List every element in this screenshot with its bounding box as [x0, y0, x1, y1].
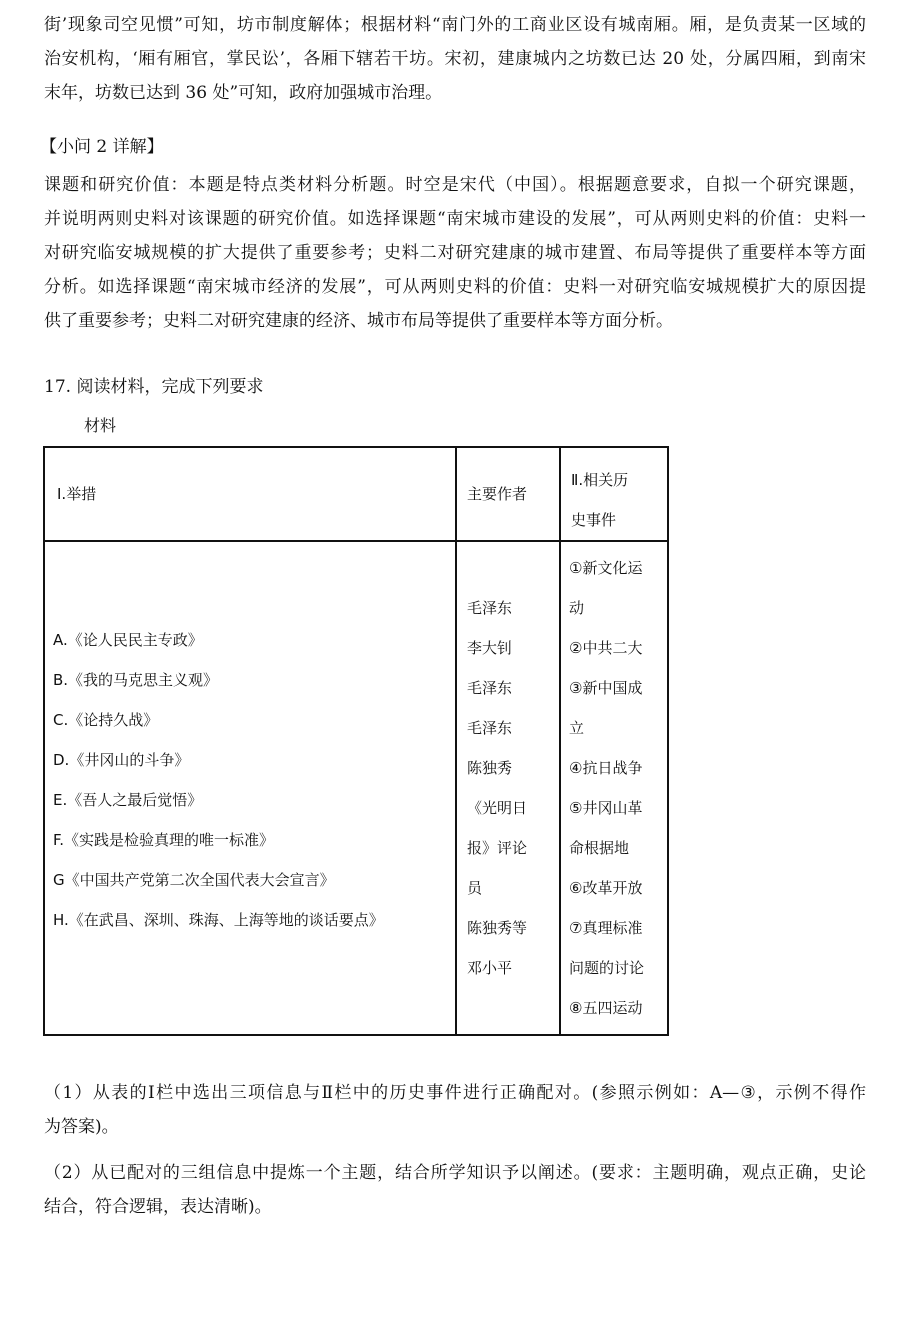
measure-item: B.《我的马克思主义观》	[53, 671, 219, 689]
event-line: ⑧五四运动	[569, 999, 643, 1017]
header-events-cell	[560, 447, 668, 541]
header-events	[561, 448, 667, 540]
question-1-line-2: 为答案)。	[44, 1117, 119, 1137]
header-measures-cell	[44, 447, 456, 541]
table-header-row	[44, 447, 668, 541]
intro-line-2: 治安机构，‘厢有厢官，掌民讼’，各厢下辖若干坊。宋初，建康城内之坊数已达 20 处，分属四厢，到南宋	[44, 49, 866, 69]
events-list	[561, 542, 667, 1034]
author-line: 邓小平	[467, 959, 513, 977]
question-2	[44, 1156, 866, 1224]
event-line: 立	[569, 719, 585, 737]
material-table	[43, 446, 669, 1036]
event-line: 命根据地	[569, 839, 630, 857]
question-2-line-1: （2）从已配对的三组信息中提炼一个主题，结合所学知识予以阐述。(要求：主题明确，观点正确，史论	[44, 1163, 866, 1183]
event-line: ②中共二大	[569, 639, 643, 657]
event-line: ①新文化运	[569, 559, 643, 577]
author-line: 毛泽东	[467, 599, 513, 617]
question-title: 17. 阅读材料，完成下列要求	[44, 377, 264, 397]
question-1-line-1: （1）从表的Ⅰ栏中选出三项信息与Ⅱ栏中的历史事件进行正确配对。(参照示例如：A—③，示例不得作	[44, 1083, 866, 1103]
author-line: 陈独秀等	[467, 919, 528, 937]
event-line: ⑤井冈山革	[569, 799, 643, 817]
event-line: ⑥改革开放	[569, 879, 643, 897]
material-caption: 材料	[84, 416, 117, 435]
measures-list	[45, 542, 455, 946]
measure-item: E.《吾人之最后觉悟》	[53, 791, 203, 809]
event-line: 问题的讨论	[569, 959, 645, 977]
analysis-line-1: 课题和研究价值：本题是特点类材料分析题。时空是宋代（中国）。根据题意要求，自拟一个研究课题，	[44, 175, 866, 195]
measure-item: F.《实践是检验真理的唯一标准》	[53, 831, 274, 849]
analysis-line-3: 对研究临安城规模的扩大提供了重要参考；史料二对研究建康的城市建置、布局等提供了重要样本等方面	[44, 243, 866, 263]
author-line: 《光明日	[467, 799, 528, 817]
table-body-row	[44, 541, 668, 1035]
sub-heading: 【小问 2 详解】	[40, 137, 164, 157]
header-measures: Ⅰ.举措	[57, 485, 97, 503]
intro-paragraph	[44, 8, 866, 110]
header-authors-cell	[456, 447, 560, 541]
authors-list	[457, 542, 559, 994]
author-line: 李大钊	[467, 639, 513, 657]
intro-line-1: 街’现象司空见惯”可知，坊市制度解体；根据材料“南门外的工商业区设有城南厢。厢，是负责某一区域的	[44, 15, 866, 35]
events-cell	[560, 541, 668, 1035]
measure-item: C.《论持久战》	[53, 711, 159, 729]
author-line: 毛泽东	[467, 679, 513, 697]
author-line: 毛泽东	[467, 719, 513, 737]
event-line: 动	[569, 599, 585, 617]
authors-cell	[456, 541, 560, 1035]
measure-item: A.《论人民民主专政》	[53, 631, 203, 649]
measure-item: H.《在武昌、深圳、珠海、上海等地的谈话要点》	[53, 911, 384, 929]
measure-item: D.《井冈山的斗争》	[53, 751, 190, 769]
intro-line-3: 末年，坊数已达到 36 处”可知，政府加强城市治理。	[44, 83, 443, 103]
header-events-line-2: 史事件	[571, 511, 617, 529]
author-line: 员	[467, 879, 483, 897]
analysis-line-5: 供了重要参考；史料二对研究建康的经济、城市布局等提供了重要样本等方面分析。	[44, 311, 673, 331]
analysis-paragraph	[44, 168, 866, 338]
question-2-line-2: 结合，符合逻辑，表达清晰)。	[44, 1197, 272, 1217]
question-1	[44, 1076, 866, 1144]
measure-item: G《中国共产党第二次全国代表大会宣言》	[53, 871, 335, 889]
measures-cell	[44, 541, 456, 1035]
header-authors: 主要作者	[467, 485, 528, 503]
analysis-line-4: 分析。如选择课题“南宋城市经济的发展”，可从两则史料的价值：史料一对研究临安城规模扩大的原因提	[44, 277, 866, 297]
analysis-line-2: 并说明两则史料对该课题的研究价值。如选择课题“南宋城市建设的发展”，可从两则史料的价值：史料一	[44, 209, 866, 229]
event-line: ⑦真理标准	[569, 919, 643, 937]
author-line: 陈独秀	[467, 759, 513, 777]
author-line: 报》评论	[467, 839, 528, 857]
header-events-line-1: Ⅱ.相关历	[571, 471, 629, 489]
event-line: ③新中国成	[569, 679, 643, 697]
event-line: ④抗日战争	[569, 759, 643, 777]
